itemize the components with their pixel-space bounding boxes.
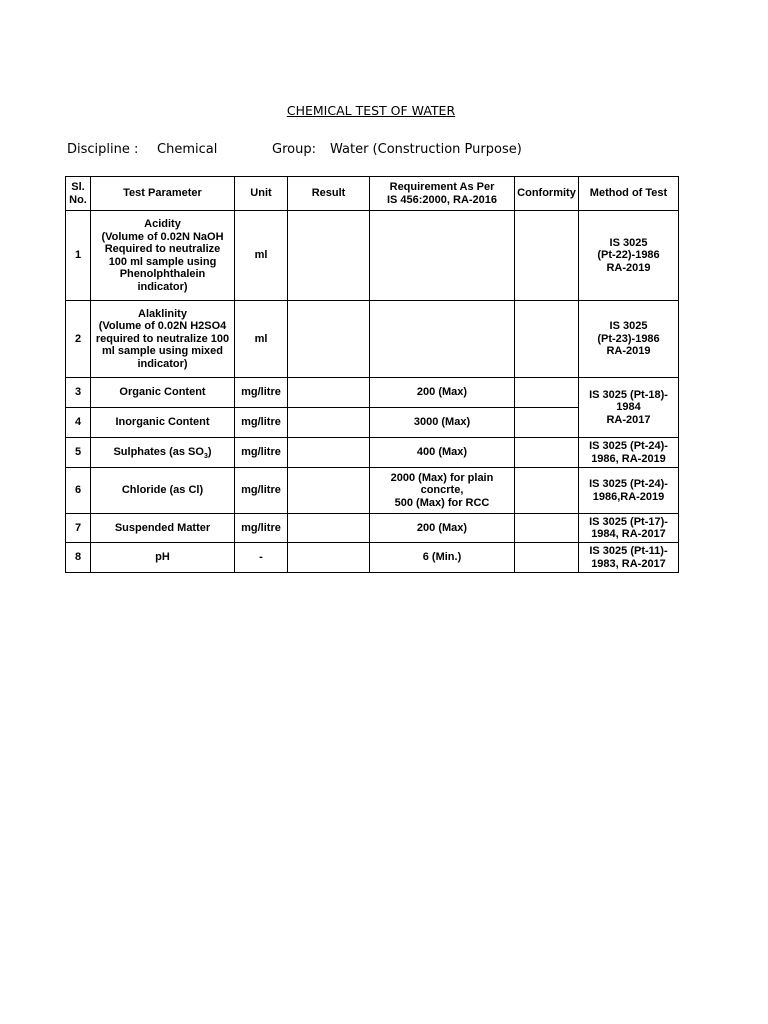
cell-parameter: Acidity (Volume of 0.02N NaOH Required to neutralize 100 ml sample using Phenolphthalein indicator) bbox=[91, 211, 235, 301]
cell-sl: 8 bbox=[66, 543, 91, 573]
cell-conformity bbox=[515, 301, 579, 378]
header-requirement: Requirement As Per IS 456:2000, RA-2016 bbox=[370, 177, 515, 211]
cell-sl: 5 bbox=[66, 438, 91, 468]
header-conformity: Conformity bbox=[515, 177, 579, 211]
cell-requirement bbox=[370, 211, 515, 301]
cell-unit: ml bbox=[235, 211, 288, 301]
cell-sl: 4 bbox=[66, 408, 91, 438]
cell-conformity bbox=[515, 438, 579, 468]
cell-sl: 6 bbox=[66, 468, 91, 514]
cell-result bbox=[288, 438, 370, 468]
cell-method: IS 3025 (Pt-24)- 1986, RA-2019 bbox=[579, 438, 679, 468]
table-row bbox=[66, 438, 679, 468]
cell-sl: 2 bbox=[66, 301, 91, 378]
cell-unit: mg/litre bbox=[235, 514, 288, 543]
cell-result bbox=[288, 301, 370, 378]
header-result: Result bbox=[288, 177, 370, 211]
cell-sl: 1 bbox=[66, 211, 91, 301]
cell-result bbox=[288, 211, 370, 301]
cell-requirement: 6 (Min.) bbox=[370, 543, 515, 573]
header-method: Method of Test bbox=[579, 177, 679, 211]
cell-result bbox=[288, 543, 370, 573]
cell-requirement: 2000 (Max) for plain concrte, 500 (Max) for RCC bbox=[370, 468, 515, 514]
cell-parameter: Chloride (as Cl) bbox=[91, 468, 235, 514]
cell-sl: 7 bbox=[66, 514, 91, 543]
cell-method: IS 3025 (Pt-11)- 1983, RA-2017 bbox=[579, 543, 679, 573]
cell-requirement: 400 (Max) bbox=[370, 438, 515, 468]
cell-unit: mg/litre bbox=[235, 468, 288, 514]
discipline-label: Discipline : bbox=[67, 142, 139, 157]
cell-conformity bbox=[515, 378, 579, 408]
cell-parameter: Inorganic Content bbox=[91, 408, 235, 438]
cell-unit: mg/litre bbox=[235, 438, 288, 468]
table-row bbox=[66, 301, 679, 378]
parameter-subscript: 3 bbox=[203, 453, 208, 461]
table-row bbox=[66, 211, 679, 301]
cell-result bbox=[288, 378, 370, 408]
header-test-parameter: Test Parameter bbox=[91, 177, 235, 211]
cell-method: IS 3025 (Pt-22)-1986 RA-2019 bbox=[579, 211, 679, 301]
cell-conformity bbox=[515, 468, 579, 514]
cell-method: IS 3025 (Pt-24)- 1986,RA-2019 bbox=[579, 468, 679, 514]
cell-conformity bbox=[515, 408, 579, 438]
cell-method: IS 3025 (Pt-18)- 1984 RA-2017 bbox=[579, 378, 679, 438]
cell-result bbox=[288, 468, 370, 514]
cell-parameter bbox=[91, 438, 235, 468]
cell-conformity bbox=[515, 211, 579, 301]
parameter-text: Sulphates (as SO bbox=[113, 446, 204, 459]
cell-requirement: 200 (Max) bbox=[370, 378, 515, 408]
cell-sl: 3 bbox=[66, 378, 91, 408]
cell-requirement: 200 (Max) bbox=[370, 514, 515, 543]
cell-parameter: Alaklinity (Volume of 0.02N H2SO4 required to neutralize 100 ml sample using mixed indicator) bbox=[91, 301, 235, 378]
cell-requirement: 3000 (Max) bbox=[370, 408, 515, 438]
cell-parameter: Organic Content bbox=[91, 378, 235, 408]
table-row bbox=[66, 468, 679, 514]
cell-result bbox=[288, 514, 370, 543]
header-sl-no: Sl. No. bbox=[66, 177, 91, 211]
cell-parameter: pH bbox=[91, 543, 235, 573]
table-row bbox=[66, 378, 679, 408]
table-row bbox=[66, 514, 679, 543]
header-unit: Unit bbox=[235, 177, 288, 211]
cell-unit: mg/litre bbox=[235, 408, 288, 438]
group-label: Group: bbox=[272, 142, 316, 157]
cell-parameter: Suspended Matter bbox=[91, 514, 235, 543]
discipline-value: Chemical bbox=[157, 142, 218, 157]
document-title: CHEMICAL TEST OF WATER bbox=[286, 103, 456, 118]
cell-result bbox=[288, 408, 370, 438]
table-row bbox=[66, 543, 679, 573]
cell-unit: mg/litre bbox=[235, 378, 288, 408]
group-value: Water (Construction Purpose) bbox=[330, 142, 522, 157]
cell-unit: ml bbox=[235, 301, 288, 378]
cell-conformity bbox=[515, 543, 579, 573]
table-header-row bbox=[66, 177, 679, 211]
cell-method: IS 3025 (Pt-17)- 1984, RA-2017 bbox=[579, 514, 679, 543]
cell-requirement bbox=[370, 301, 515, 378]
cell-conformity bbox=[515, 514, 579, 543]
cell-unit: - bbox=[235, 543, 288, 573]
cell-method: IS 3025 (Pt-23)-1986 RA-2019 bbox=[579, 301, 679, 378]
chemical-test-table bbox=[65, 176, 679, 573]
parameter-text-end: ) bbox=[207, 446, 212, 459]
